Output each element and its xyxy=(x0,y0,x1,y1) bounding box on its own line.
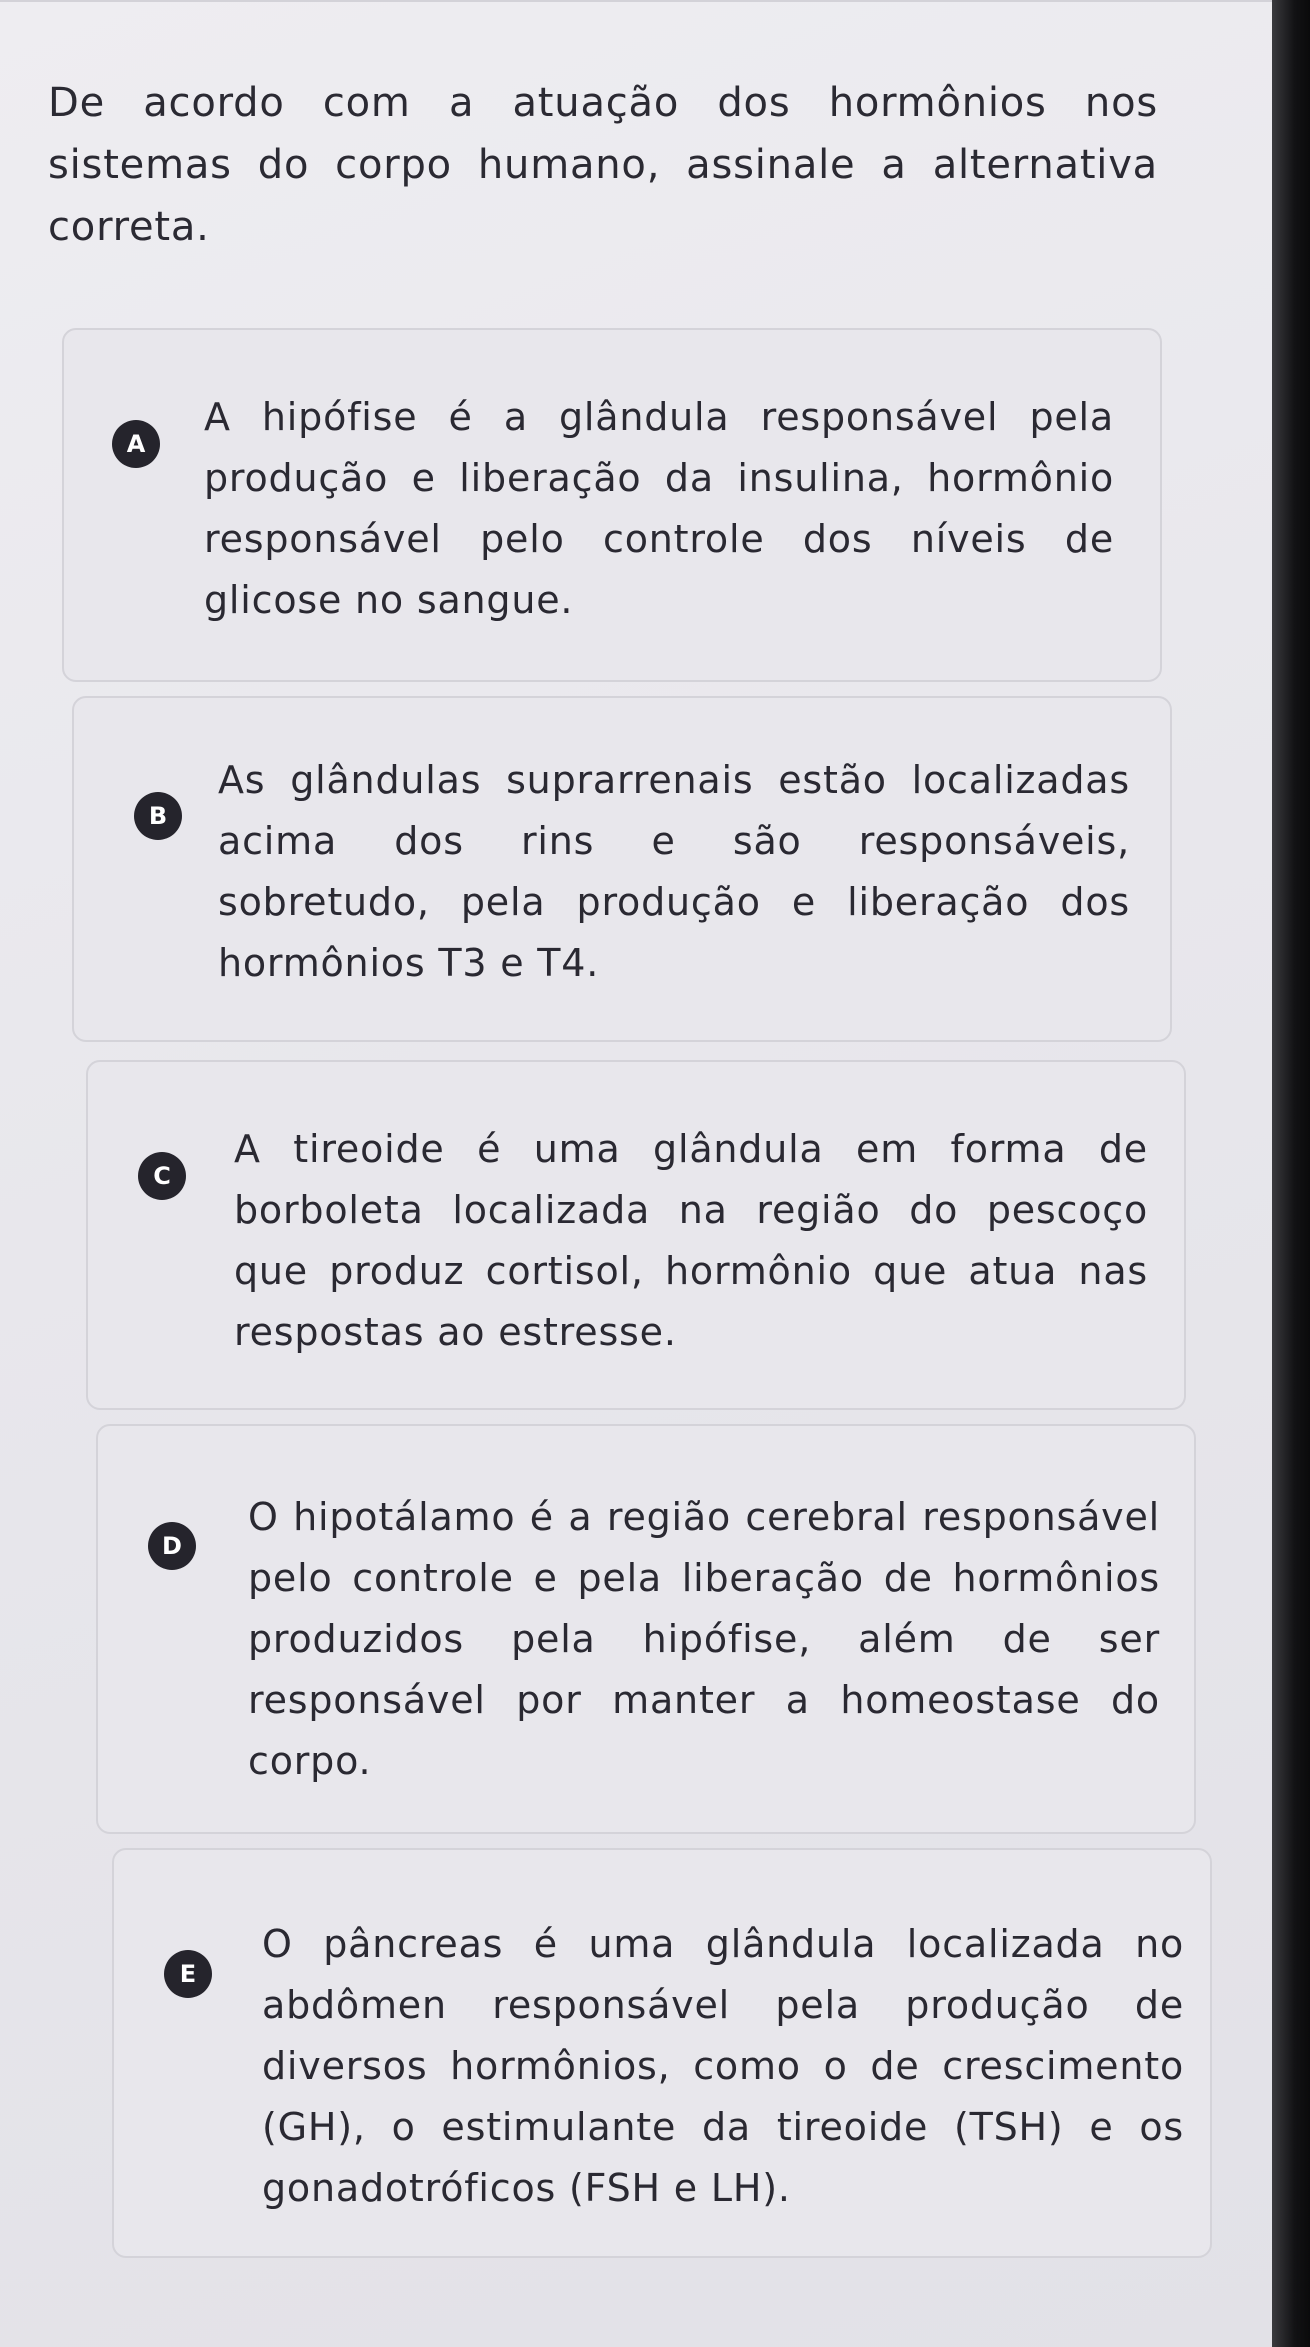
option-d[interactable] xyxy=(96,1424,1196,1834)
device-bezel xyxy=(1272,0,1310,2347)
option-d-text: O hipotálamo é a região cerebral responsável pelo controle e pela liberação de hormônios produzidos pela hipófise, além de ser responsável por manter a homeostase do corpo. xyxy=(248,1495,1160,1783)
option-e[interactable] xyxy=(112,1848,1212,2258)
option-e-text: O pâncreas é uma glândula localizada no abdômen responsável pela produção de diversos hormônios, como o de crescimento (GH), o estimulante da tireoide (TSH) e os gonadotróficos (FSH e LH). xyxy=(262,1922,1184,2210)
option-a-text: A hipófise é a glândula responsável pela produção e liberação da insulina, hormônio responsável pelo controle dos níveis de glicose no sangue. xyxy=(204,395,1114,622)
option-c-text: A tireoide é uma glândula em forma de borboleta localizada na região do pescoço que produz cortisol, hormônio que atua nas respostas ao estresse. xyxy=(234,1127,1148,1354)
option-b[interactable] xyxy=(72,696,1172,1042)
top-divider xyxy=(0,0,1272,2)
option-c[interactable] xyxy=(86,1060,1186,1410)
option-letter-d-badge: D xyxy=(148,1522,196,1570)
option-letter-e-badge: E xyxy=(164,1950,212,1998)
option-letter-a-badge: A xyxy=(112,420,160,468)
question-text: De acordo com a atuação dos hormônios nos sistemas do corpo humano, assinale a alternativa correta. xyxy=(48,80,1158,250)
option-a[interactable] xyxy=(62,328,1162,682)
option-letter-c-badge: C xyxy=(138,1152,186,1200)
option-b-text: As glândulas suprarrenais estão localizadas acima dos rins e são responsáveis, sobretudo, pela produção e liberação dos hormônios T3 e T4. xyxy=(218,758,1130,985)
option-letter-b-badge: B xyxy=(134,792,182,840)
